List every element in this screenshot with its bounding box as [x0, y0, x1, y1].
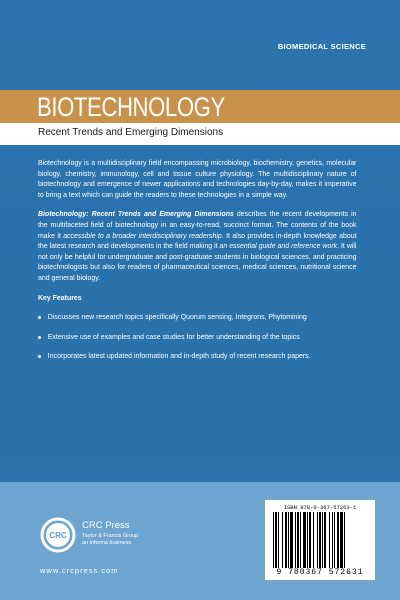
- key-features-list: [38, 312, 357, 362]
- blurb-paragraph-2: Biotechnology: Recent Trends and Emerging Dimensions describes the recent developments in the multifaceted field of biotechnology in an easy-to-read, succinct format. The contents of the book make it accessible to a broader interdisciplinary readership. It also provides in-depth knowledge about the latest research and developments in the field making it an essential guide and reference work. It will not only be helpful for undergraduate and post-graduate students in biological sciences, and practicing biotechnologists but also for readers of pharmaceutical sciences, medical sciences, nutritional science and general biology.: [38, 210, 357, 282]
- publisher-group-2: an informa business: [82, 540, 132, 546]
- svg-text:CRC: CRC: [49, 531, 67, 540]
- publisher-name: CRC Press: [82, 520, 130, 531]
- blurb: [38, 158, 357, 371]
- blurb-paragraph-1: Biotechnology is a multidisciplinary field encompassing microbiology, biochemistry, genetics, molecular biology, chemistry, immunology, cell and tissue culture physiology. The multidisciplinary nature of biotechnology and emergence of newer applications and technologies day-by-day, makes it imperative to bring a text which can guide the readers to these technologies in a simple way.: [38, 159, 357, 199]
- crc-press-logo-icon: [40, 517, 76, 553]
- book-subtitle: Recent Trends and Emerging Dimensions: [38, 127, 224, 138]
- barcode-icon: [273, 512, 367, 568]
- publisher-logo-block: [40, 517, 170, 562]
- publisher-website: www.crcpress.com: [40, 566, 119, 575]
- key-feature-item: Discusses new research topics specifically Quorum sensing, Integrons, Phytomining: [38, 312, 357, 323]
- book-title: BIOTECHNOLOGY: [37, 92, 225, 122]
- barcode-box: [265, 500, 375, 580]
- key-features-heading: Key Features: [38, 293, 82, 302]
- key-feature-item: Incorporates latest updated information and in-depth study of recent research papers.: [38, 351, 357, 362]
- series-label: BIOMEDICAL SCIENCE: [277, 42, 366, 51]
- barcode-number: 9 780367 572631: [276, 568, 364, 577]
- key-feature-item: Extensive use of examples and case studies for better understanding of the topics: [38, 332, 357, 343]
- isbn-text: ISBN 978-0-367-57263-1: [283, 504, 357, 511]
- book-title-inline: Biotechnology: Recent Trends and Emerging Dimensions: [38, 210, 234, 219]
- publisher-group: Taylor & Francis Group: [82, 533, 139, 539]
